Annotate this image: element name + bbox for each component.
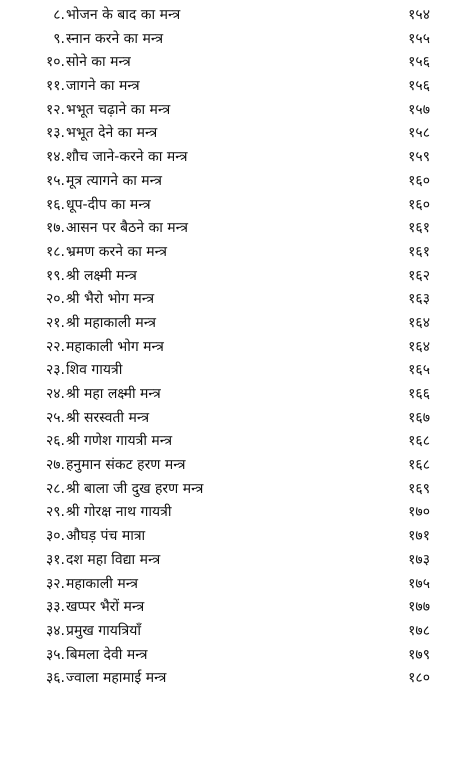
entry-page: १५६ — [408, 54, 430, 71]
entry-page: १५९ — [408, 149, 430, 166]
toc-entry — [0, 430, 460, 454]
entry-title: हनुमान संकट हरण मन्त्र — [66, 457, 186, 474]
entry-number: ३६. — [45, 670, 65, 687]
toc-entry — [0, 170, 460, 194]
entry-page: १६८ — [408, 433, 430, 450]
toc-entry — [0, 620, 460, 644]
entry-number: १०. — [45, 54, 65, 71]
entry-page: १५६ — [408, 78, 430, 95]
entry-number: ३५. — [45, 646, 65, 663]
entry-number: २७. — [45, 457, 65, 474]
entry-number: २९. — [45, 504, 65, 521]
toc-entry — [0, 644, 460, 668]
entry-page: १६४ — [408, 314, 430, 331]
toc-entry — [0, 549, 460, 573]
entry-title: श्री महा लक्ष्मी मन्त्र — [66, 386, 161, 402]
entry-title: श्री महाकाली मन्त्र — [66, 314, 157, 331]
entry-page: १६१ — [408, 243, 430, 260]
entry-title: सोने का मन्त्र — [66, 54, 131, 71]
entry-page: १७७ — [408, 599, 430, 616]
entry-title: भोजन के बाद का मन्त्र — [66, 7, 181, 23]
entry-page: १६६ — [408, 386, 430, 402]
entry-page: १६३ — [408, 291, 430, 308]
entry-number: ३१. — [45, 551, 65, 568]
entry-title: दश महा विद्या मन्त्र — [66, 551, 161, 568]
toc-entry — [0, 407, 460, 431]
entry-title: प्रमुख गायत्रियाँ — [66, 622, 141, 639]
entry-number: १९. — [45, 267, 65, 284]
entry-number: २६. — [45, 433, 65, 450]
entry-title: बिमला देवी मन्त्र — [66, 646, 148, 663]
toc-entry — [0, 194, 460, 218]
toc-entry — [0, 241, 460, 265]
entry-number: ८. — [53, 7, 65, 23]
toc-entry — [0, 336, 460, 360]
entry-number: २५. — [45, 409, 65, 426]
entry-page: १६९ — [408, 480, 430, 497]
entry-title: महाकाली भोग मन्त्र — [66, 338, 164, 355]
entry-number: १४. — [45, 149, 65, 166]
entry-title: महाकाली मन्त्र — [66, 575, 139, 592]
entry-page: १५५ — [408, 30, 430, 47]
entry-title: ज्वाला महामाई मन्त्र — [66, 670, 167, 687]
entry-number: ३३. — [45, 599, 65, 616]
toc-entry — [0, 667, 460, 691]
toc-entry — [0, 51, 460, 75]
table-of-contents — [0, 4, 460, 691]
entry-page: १६५ — [408, 362, 430, 379]
entry-number: ९. — [53, 30, 65, 47]
entry-page: १७५ — [408, 575, 430, 592]
entry-title: श्री भैरो भोग मन्त्र — [66, 291, 155, 308]
entry-number: १५. — [45, 172, 65, 189]
entry-title: श्री गोरक्ष नाथ गायत्री — [66, 504, 172, 521]
toc-entry — [0, 265, 460, 289]
toc-entry — [0, 478, 460, 502]
entry-number: ३२. — [45, 575, 65, 592]
toc-entry — [0, 359, 460, 383]
toc-entry — [0, 501, 460, 525]
entry-page: १५७ — [408, 101, 430, 118]
entry-page: १५८ — [408, 125, 430, 142]
entry-title: श्री गणेश गायत्री मन्त्र — [66, 433, 173, 450]
toc-entry — [0, 312, 460, 336]
entry-title: जागने का मन्त्र — [66, 78, 140, 95]
toc-entry — [0, 146, 460, 170]
entry-number: २२. — [45, 338, 65, 355]
entry-title: शिव गायत्री — [66, 362, 123, 379]
entry-title: भ्रमण करने का मन्त्र — [66, 243, 167, 260]
entry-number: १८. — [45, 243, 65, 260]
entry-number: १६. — [45, 196, 65, 213]
entry-page: १७८ — [408, 622, 430, 639]
entry-number: १७. — [45, 220, 65, 237]
entry-number: ३४. — [45, 622, 65, 639]
entry-title: शौच जाने-करने का मन्त्र — [66, 149, 188, 166]
entry-page: १७३ — [408, 551, 430, 568]
entry-title: मूत्र त्यागने का मन्त्र — [66, 172, 162, 189]
entry-title: आसन पर बैठने का मन्त्र — [66, 220, 188, 237]
entry-title: धूप-दीप का मन्त्र — [66, 196, 151, 213]
entry-number: ११. — [45, 78, 65, 95]
entry-page: १५४ — [408, 7, 430, 23]
entry-page: १६८ — [408, 457, 430, 474]
toc-entry — [0, 454, 460, 478]
entry-page: १६१ — [408, 220, 430, 237]
toc-entry — [0, 99, 460, 123]
entry-number: ३०. — [45, 528, 65, 545]
toc-entry — [0, 4, 460, 28]
entry-title: श्री बाला जी दुख हरण मन्त्र — [66, 480, 204, 497]
entry-page: १७९ — [408, 646, 430, 663]
entry-number: २१. — [45, 314, 65, 331]
toc-entry — [0, 75, 460, 99]
entry-title: श्री सरस्वती मन्त्र — [66, 409, 150, 426]
entry-page: १७० — [408, 504, 430, 521]
entry-page: १६४ — [408, 338, 430, 355]
entry-page: १६० — [408, 196, 430, 213]
toc-entry — [0, 525, 460, 549]
entry-number: १३. — [45, 125, 65, 142]
entry-title: भभूत देने का मन्त्र — [66, 125, 158, 142]
entry-number: २८. — [45, 480, 65, 497]
entry-title: खप्पर भैरों मन्त्र — [66, 599, 145, 616]
entry-number: २४. — [45, 386, 65, 402]
entry-page: १७१ — [408, 528, 430, 545]
entry-page: १६० — [408, 172, 430, 189]
entry-number: १२. — [45, 101, 65, 118]
toc-entry — [0, 288, 460, 312]
toc-entry — [0, 217, 460, 241]
entry-page: १८० — [408, 670, 430, 687]
toc-entry — [0, 28, 460, 52]
entry-page: १६७ — [408, 409, 430, 426]
toc-entry — [0, 383, 460, 407]
entry-title: श्री लक्ष्मी मन्त्र — [66, 267, 137, 284]
entry-number: २३. — [45, 362, 65, 379]
entry-title: स्नान करने का मन्त्र — [66, 30, 164, 47]
entry-number: २०. — [45, 291, 65, 308]
entry-page: १६२ — [408, 267, 430, 284]
entry-title: भभूत चढ़ाने का मन्त्र — [66, 101, 171, 118]
toc-entry — [0, 122, 460, 146]
toc-entry — [0, 573, 460, 597]
entry-title: औघड़ पंच मात्रा — [66, 528, 146, 545]
toc-entry — [0, 596, 460, 620]
